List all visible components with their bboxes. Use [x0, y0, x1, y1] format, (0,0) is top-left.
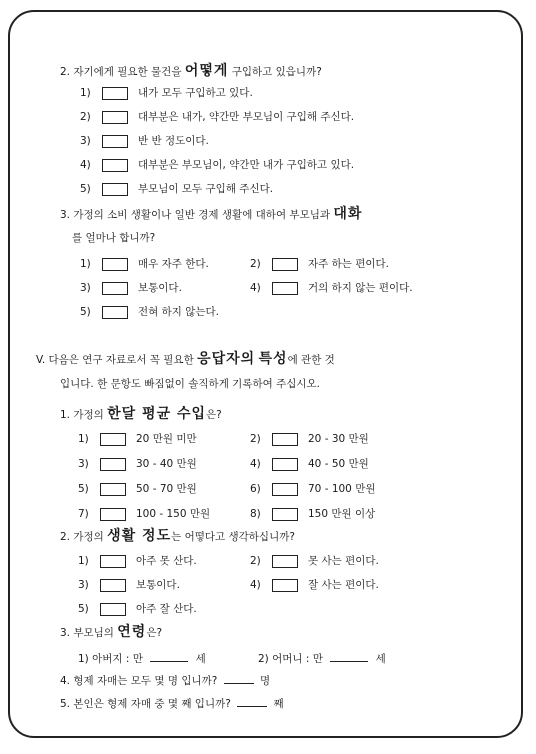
item-1-emphasis: 한달 평균 수입 — [107, 406, 207, 422]
option-text: 매우 자주 한다. — [138, 258, 209, 270]
checkbox[interactable] — [100, 458, 126, 471]
checkbox[interactable] — [272, 433, 298, 446]
father-age-blank[interactable] — [150, 651, 188, 662]
question-2-pre: 2. 자기에게 필요한 물건을 — [60, 66, 185, 78]
item-3-text — [60, 625, 162, 640]
checkbox[interactable] — [102, 159, 128, 172]
checkbox[interactable] — [272, 579, 298, 592]
checkbox[interactable] — [272, 508, 298, 521]
checkbox[interactable] — [100, 433, 126, 446]
birth-order-blank[interactable] — [237, 696, 267, 707]
option-number: 2) — [250, 433, 261, 445]
option-number: 3) — [80, 282, 91, 294]
option-number: 4) — [250, 458, 261, 470]
checkbox[interactable] — [100, 603, 126, 616]
option-text: 거의 하지 않는 편이다. — [308, 282, 413, 294]
siblings-count-blank[interactable] — [224, 673, 254, 684]
item-2-post: 는 어떻다고 생각하십니까? — [171, 531, 295, 543]
question-3-pre: 3. 가정의 소비 생활이나 일반 경제 생활에 대하여 부모님과 — [60, 209, 334, 221]
checkbox[interactable] — [102, 111, 128, 124]
option-text: 아주 잘 산다. — [136, 603, 197, 615]
option-number: 2) — [250, 555, 261, 567]
option-number: 8) — [250, 508, 261, 520]
s2-option-4 — [250, 578, 379, 592]
mother-age-blank[interactable] — [330, 651, 368, 662]
option-number: 7) — [78, 508, 89, 520]
item-1-post: 은? — [206, 409, 222, 421]
option-number: 1) — [78, 555, 89, 567]
item-1-pre: 1. 가정의 — [60, 409, 108, 421]
option-number: 1) — [80, 258, 91, 270]
q2-option-3 — [80, 134, 209, 148]
q2-option-4 — [80, 158, 354, 172]
checkbox[interactable] — [100, 555, 126, 568]
checkbox[interactable] — [102, 306, 128, 319]
s1-option-3 — [78, 457, 197, 471]
option-text: 잘 사는 편이다. — [308, 579, 379, 591]
s2-option-2 — [250, 554, 379, 568]
mother-age-label: 2) 어머니 : 만 — [258, 653, 323, 665]
s1-option-2 — [250, 432, 369, 446]
item-2-text — [60, 529, 295, 544]
s2-option-5 — [78, 602, 197, 616]
q2-option-5 — [80, 182, 273, 196]
s1-option-8 — [250, 507, 375, 521]
option-number: 1) — [80, 87, 91, 99]
s1-option-6 — [250, 482, 376, 496]
section-5-post: 에 관한 것 — [287, 354, 335, 366]
option-number: 4) — [80, 159, 91, 171]
option-number: 5) — [80, 183, 91, 195]
question-3-line2: 를 얼마나 합니까? — [72, 232, 156, 244]
q3-option-5 — [80, 305, 219, 319]
s2-option-3 — [78, 578, 180, 592]
option-text: 100 - 150 만원 — [136, 508, 211, 520]
s1-option-4 — [250, 457, 369, 471]
option-text: 자주 하는 편이다. — [308, 258, 390, 270]
checkbox[interactable] — [102, 135, 128, 148]
item-2-emphasis: 생활 정도 — [107, 528, 172, 544]
checkbox[interactable] — [100, 579, 126, 592]
option-number: 5) — [78, 483, 89, 495]
option-number: 4) — [250, 579, 261, 591]
q2-option-1 — [80, 86, 253, 100]
option-text: 보통이다. — [136, 579, 180, 591]
item-2-pre: 2. 가정의 — [60, 531, 108, 543]
question-3-text — [60, 207, 362, 222]
option-text: 보통이다. — [138, 282, 182, 294]
item-5-unit: 째 — [273, 698, 284, 710]
checkbox[interactable] — [100, 508, 126, 521]
q3-option-1 — [80, 257, 209, 271]
option-text: 150 만원 이상 — [308, 508, 376, 520]
checkbox[interactable] — [100, 483, 126, 496]
item-5-row — [60, 696, 284, 711]
option-number: 3) — [78, 458, 89, 470]
option-text: 부모님이 모두 구입해 주신다. — [138, 183, 274, 195]
q3-option-4 — [250, 281, 413, 295]
father-age-unit: 세 — [195, 653, 206, 665]
checkbox[interactable] — [102, 282, 128, 295]
checkbox[interactable] — [272, 282, 298, 295]
option-number: 1) — [78, 433, 89, 445]
option-text: 반 반 정도이다. — [138, 135, 209, 147]
father-age-row — [78, 651, 206, 666]
checkbox[interactable] — [272, 258, 298, 271]
option-text: 70 - 100 만원 — [308, 483, 376, 495]
section-5-emphasis-2: 특성 — [258, 351, 288, 367]
mother-age-row — [258, 651, 386, 666]
checkbox[interactable] — [102, 258, 128, 271]
question-2-emphasis: 어떻게 — [184, 63, 229, 79]
option-text: 내가 모두 구입하고 있다. — [138, 87, 253, 99]
option-text: 20 만원 미만 — [136, 433, 197, 445]
item-4-unit: 명 — [260, 675, 271, 687]
option-text: 못 사는 편이다. — [308, 555, 379, 567]
checkbox[interactable] — [272, 483, 298, 496]
s2-option-1 — [78, 554, 197, 568]
checkbox[interactable] — [102, 183, 128, 196]
question-2-post: 구입하고 있읍니까? — [228, 66, 322, 78]
section-5-heading — [36, 352, 335, 367]
item-4-text: 4. 형제 자매는 모두 몇 명 입니까? — [60, 675, 218, 687]
q3-option-2 — [250, 257, 389, 271]
checkbox[interactable] — [272, 555, 298, 568]
option-text: 20 - 30 만원 — [308, 433, 369, 445]
option-number: 2) — [250, 258, 261, 270]
option-text: 50 - 70 만원 — [136, 483, 197, 495]
option-text: 대부분은 부모님이, 약간만 내가 구입하고 있다. — [138, 159, 355, 171]
item-3-emphasis: 연령 — [117, 624, 147, 640]
option-number: 4) — [250, 282, 261, 294]
section-5-line2: 입니다. 한 문항도 빠짐없이 솔직하게 기록하여 주십시오. — [60, 378, 320, 390]
option-text: 아주 못 산다. — [136, 555, 197, 567]
item-5-text: 5. 본인은 형제 자매 중 몇 째 입니까? — [60, 698, 231, 710]
checkbox[interactable] — [272, 458, 298, 471]
s1-option-1 — [78, 432, 197, 446]
option-number: 3) — [80, 135, 91, 147]
q3-option-3 — [80, 281, 182, 295]
item-3-pre: 3. 부모님의 — [60, 627, 118, 639]
option-number: 5) — [78, 603, 89, 615]
option-number: 3) — [78, 579, 89, 591]
mother-age-unit: 세 — [375, 653, 386, 665]
option-text: 대부분은 내가, 약간만 부모님이 구입해 주신다. — [138, 111, 355, 123]
father-age-label: 1) 아버지 : 만 — [78, 653, 143, 665]
option-text: 30 - 40 만원 — [136, 458, 197, 470]
section-5-pre: V. 다음은 연구 자료로서 꼭 필요한 — [36, 354, 198, 366]
option-text: 전혀 하지 않는다. — [138, 306, 220, 318]
option-number: 5) — [80, 306, 91, 318]
checkbox[interactable] — [102, 87, 128, 100]
option-number: 6) — [250, 483, 261, 495]
section-5-emphasis-1: 응답자의 — [197, 351, 256, 367]
q2-option-2 — [80, 110, 354, 124]
s1-option-5 — [78, 482, 197, 496]
option-number: 2) — [80, 111, 91, 123]
item-3-post: 은? — [146, 627, 163, 639]
s1-option-7 — [78, 507, 210, 521]
item-1-text — [60, 407, 222, 422]
option-text: 40 - 50 만원 — [308, 458, 369, 470]
question-3-emphasis: 대화 — [333, 206, 363, 222]
item-4-row — [60, 673, 270, 688]
question-2-text — [60, 64, 322, 79]
